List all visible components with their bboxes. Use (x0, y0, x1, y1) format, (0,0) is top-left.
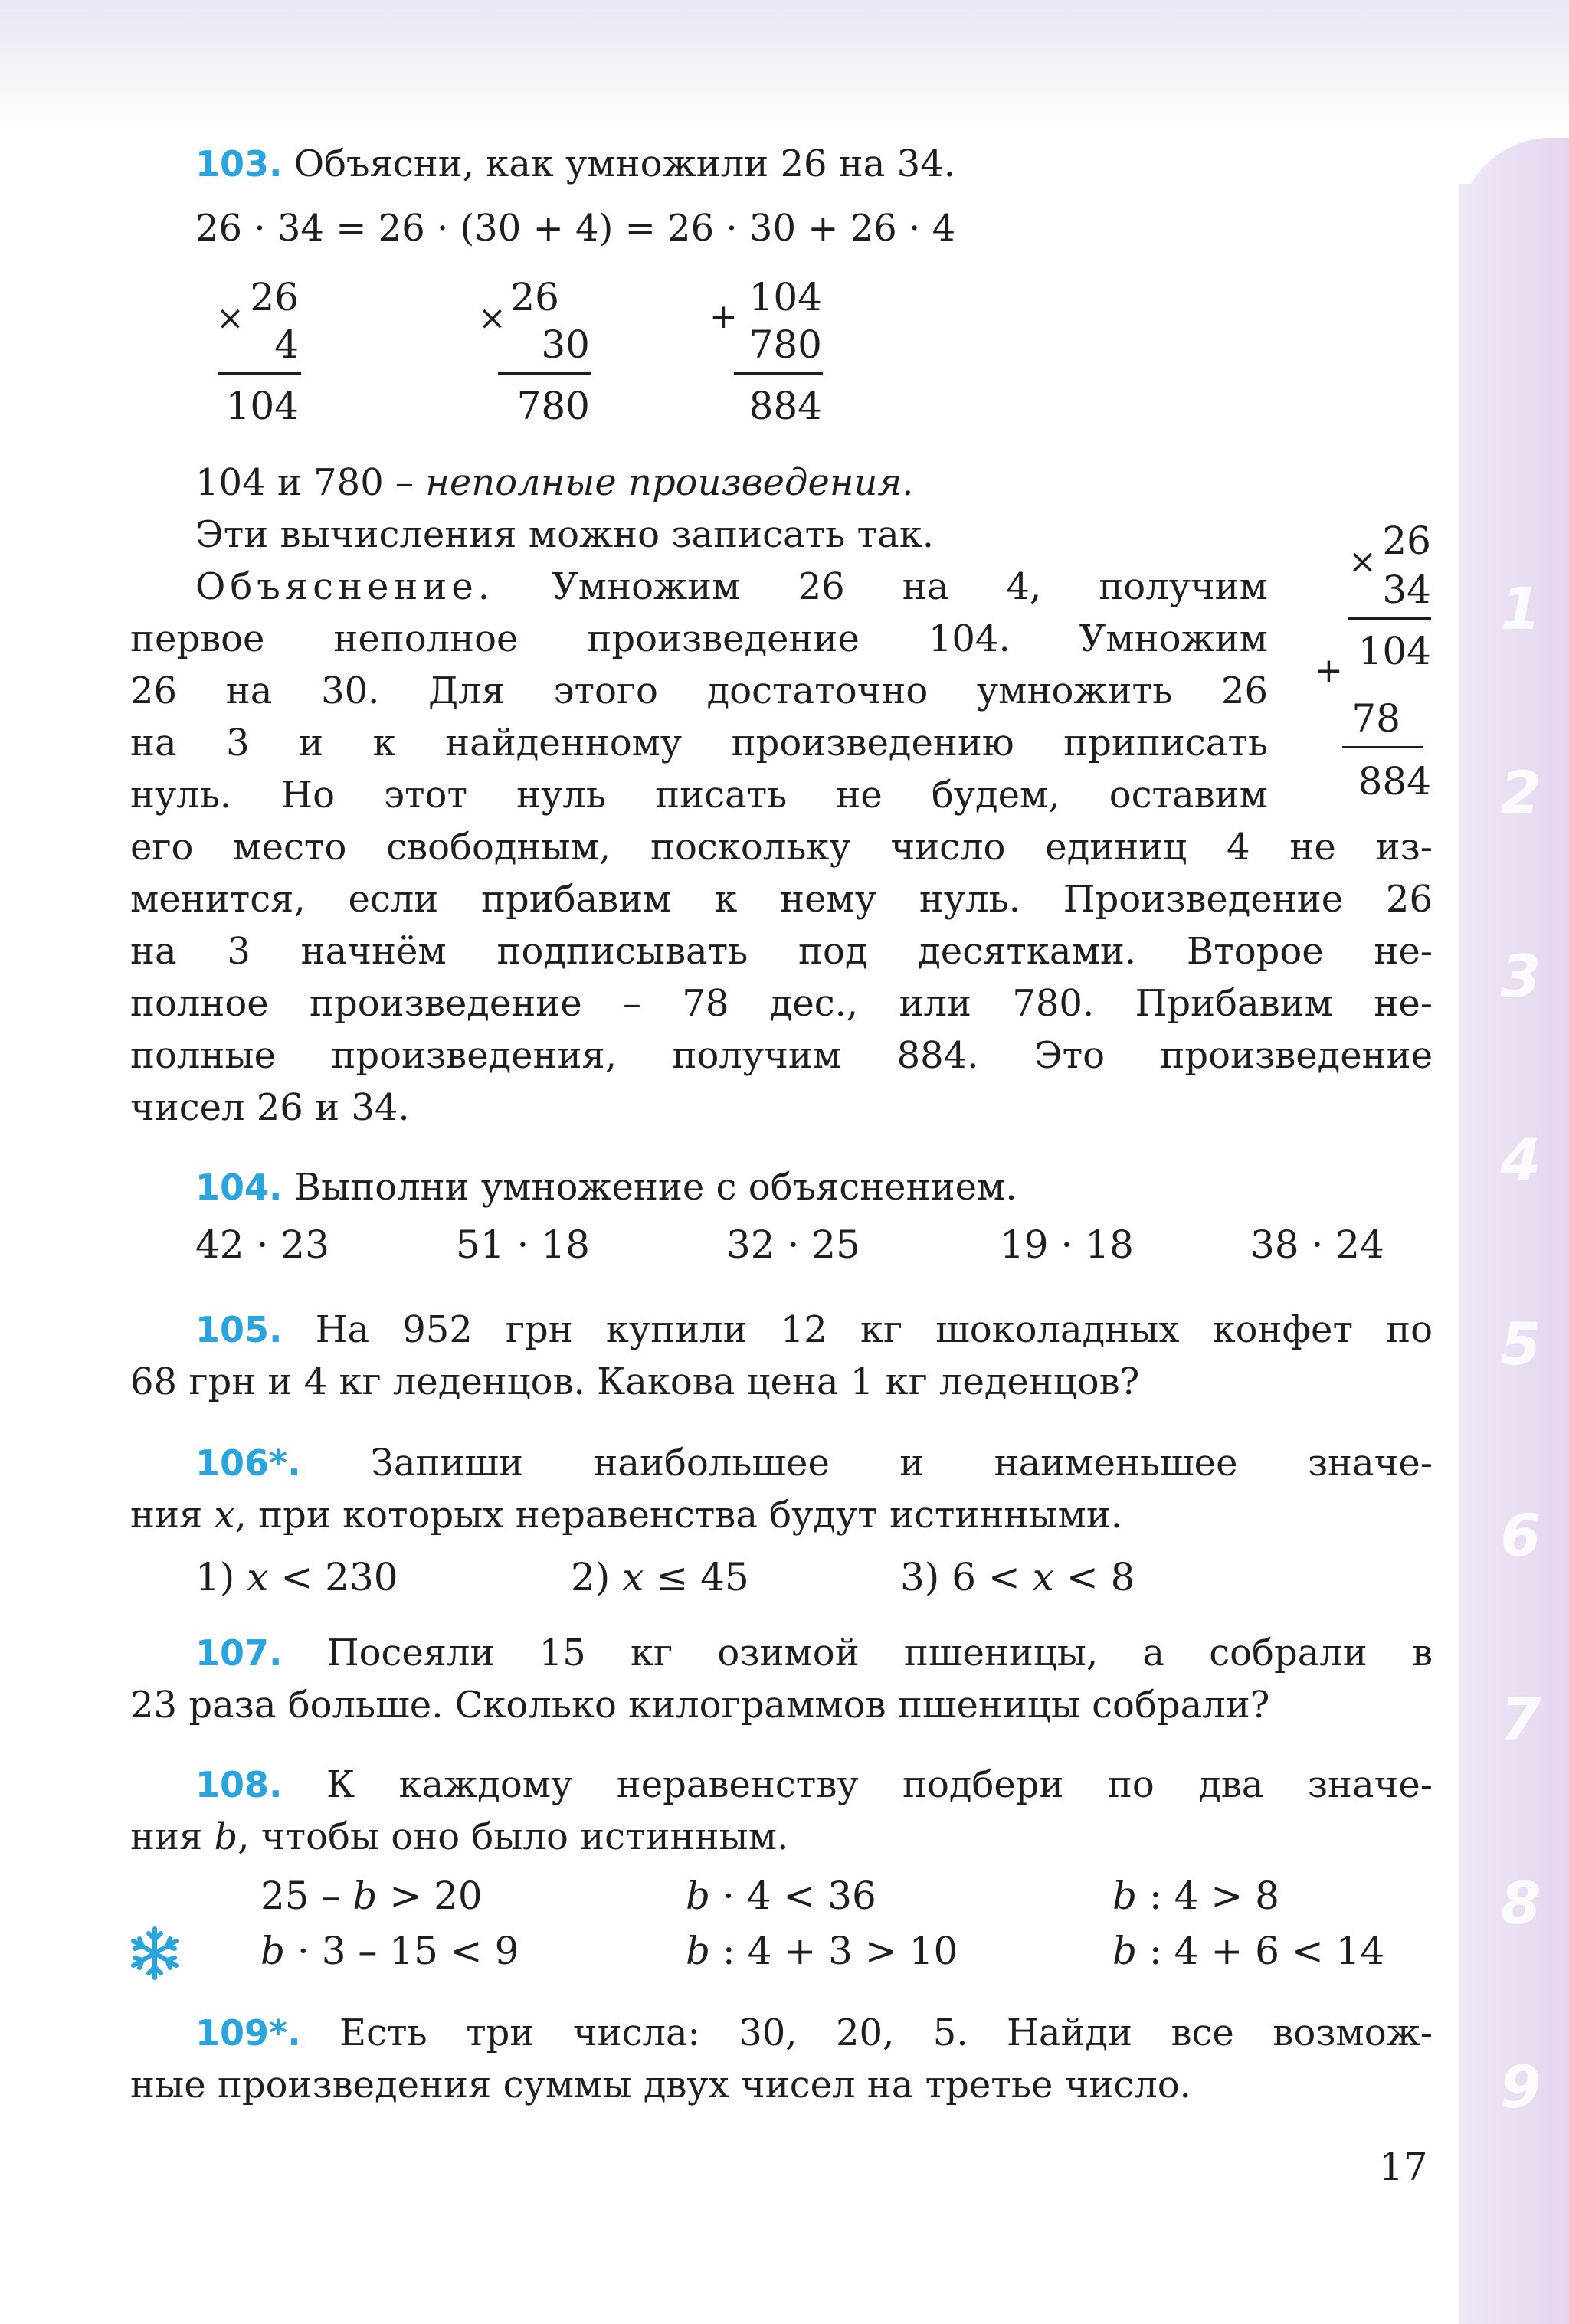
plus-sign: + (709, 297, 738, 336)
column-divider (1342, 746, 1423, 748)
task-number: 105. (195, 1309, 283, 1350)
explanation-line-11: чисел 26 и 34. (130, 1086, 410, 1129)
column-partial-1: 104 (1358, 629, 1431, 673)
task-number: 109*. (195, 2012, 301, 2054)
explanation-line-9: полное произведение – 78 дес., или 780. Прибавим не- (130, 982, 1433, 1025)
page-number: 17 (1379, 2145, 1428, 2189)
calc-result: 104 (225, 384, 299, 428)
column-partial-2: 78 (1351, 696, 1400, 741)
task-109-line-2: ные произведения суммы двух чисел на третье число. (130, 2064, 1191, 2106)
calc-divider (734, 372, 823, 375)
side-tab-2: 2 (1500, 758, 1541, 826)
side-tab-9: 9 (1500, 2053, 1541, 2121)
inequality: 25 – b > 20 (260, 1874, 483, 1918)
column-result: 884 (1358, 759, 1431, 804)
explanation-line-2: первое неполное произведение 104. Умножим (130, 617, 1268, 660)
calc-divider (218, 372, 301, 375)
expression: 51 · 18 (456, 1223, 590, 1267)
task-text: Объясни, как умножили 26 на 34. (293, 142, 955, 185)
inequality: b : 4 + 3 > 10 (686, 1929, 958, 1973)
task-103-formula: 26 · 34 = 26 · (30 + 4) = 26 · 30 + 26 · 4 (195, 207, 956, 250)
inequality-1: 1) x < 230 (195, 1555, 398, 1599)
inequality: b : 4 > 8 (1112, 1874, 1279, 1918)
expression: 32 · 25 (726, 1223, 860, 1267)
multiply-sign: × (1348, 542, 1377, 581)
task-108-line-1: 108. К каждому неравенству подбери по два значе- (195, 1763, 1433, 1806)
task-103-heading (195, 141, 955, 187)
side-tab-3: 3 (1500, 942, 1541, 1010)
calc-operand: 104 (748, 275, 822, 319)
explanation-line-7: менится, если прибавим к нему нуль. Произведение 26 (130, 878, 1433, 921)
task-text: Выполни умножение с объяснением. (293, 1166, 1017, 1209)
task-number: 104. (195, 1167, 283, 1208)
column-operand: 34 (1382, 568, 1431, 612)
snowflake-icon (127, 1926, 182, 1981)
multiply-sign: × (216, 299, 244, 338)
task-number: 108. (195, 1764, 283, 1805)
calc-result: 780 (516, 384, 590, 428)
explanation-line-6: его место свободным, поскольку число единиц 4 не из- (130, 826, 1433, 869)
inequality: b · 4 < 36 (686, 1874, 876, 1918)
calc-result: 884 (748, 384, 822, 428)
side-tab-1: 1 (1500, 574, 1541, 643)
top-fade (0, 0, 1569, 130)
task-106-line-2: ния x, при которых неравенства будут истинными. (130, 1494, 1123, 1537)
calc-divider (498, 372, 591, 375)
calc-operand: 4 (274, 322, 299, 367)
explanation-line-5: нуль. Но этот нуль писать не будем, оставим (130, 774, 1268, 817)
task-107-line-1: 107. Посеяли 15 кг озимой пшеницы, а собрали в (195, 1632, 1433, 1674)
explanation-line-1: Объяснение. Умножим 26 на 4, получим (195, 565, 1268, 608)
explanation-line-10: полные произведения, получим 884. Это произведение (130, 1034, 1433, 1077)
column-operand: 26 (1382, 519, 1431, 563)
task-105-line-1: 105. На 952 грн купили 12 кг шоколадных конфет по (195, 1308, 1433, 1351)
calc-operand: 26 (250, 275, 299, 319)
inequality: b : 4 + 6 < 14 (1112, 1929, 1385, 1973)
column-divider (1348, 617, 1431, 620)
side-tab-4: 4 (1500, 1126, 1541, 1194)
task-number: 107. (195, 1632, 283, 1674)
side-tab-7: 7 (1500, 1685, 1541, 1753)
calc-operand: 26 (510, 275, 559, 319)
task-107-line-2: 23 раза больше. Сколько килограммов пшеницы собрали? (130, 1684, 1270, 1727)
expression: 38 · 24 (1250, 1223, 1384, 1267)
expression: 19 · 18 (1000, 1223, 1134, 1267)
side-tab-8: 8 (1500, 1869, 1541, 1937)
inequality-2: 2) x ≤ 45 (571, 1555, 749, 1599)
partial-products-line: 104 и 780 – неполные произведения. (195, 461, 914, 504)
side-tab-5: 5 (1500, 1310, 1541, 1378)
explanation-line-3: 26 на 30. Для этого достаточно умножить 26 (130, 669, 1268, 712)
task-105-line-2: 68 грн и 4 кг леденцов. Какова цена 1 кг леденцов? (130, 1360, 1140, 1403)
task-104-heading (195, 1164, 1017, 1210)
calc-operand: 30 (541, 322, 590, 367)
expression: 42 · 23 (195, 1223, 329, 1267)
side-tab-6: 6 (1500, 1501, 1541, 1570)
chapter-side-strip (1459, 184, 1569, 2324)
inequality-3: 3) 6 < x < 8 (900, 1555, 1135, 1599)
can-write-line: Эти вычисления можно записать так. (195, 513, 934, 556)
explanation-line-8: на 3 начнём подписывать под десятками. Второе не- (130, 930, 1433, 973)
calc-operand: 780 (748, 322, 822, 367)
inequality: b · 3 – 15 < 9 (260, 1929, 519, 1973)
plus-sign: + (1315, 651, 1343, 690)
multiply-sign: × (478, 299, 506, 338)
task-number: 103. (195, 143, 283, 185)
task-109-line-1: 109*. Есть три числа: 30, 20, 5. Найди все возмож- (195, 2011, 1433, 2054)
task-108-line-2: ния b, чтобы оно было истинным. (130, 1815, 789, 1858)
task-number: 106*. (195, 1442, 301, 1484)
task-106-line-1: 106*. Запиши наибольшее и наименьшее значе- (195, 1442, 1433, 1484)
explanation-line-4: на 3 и к найденному произведению приписать (130, 722, 1268, 764)
